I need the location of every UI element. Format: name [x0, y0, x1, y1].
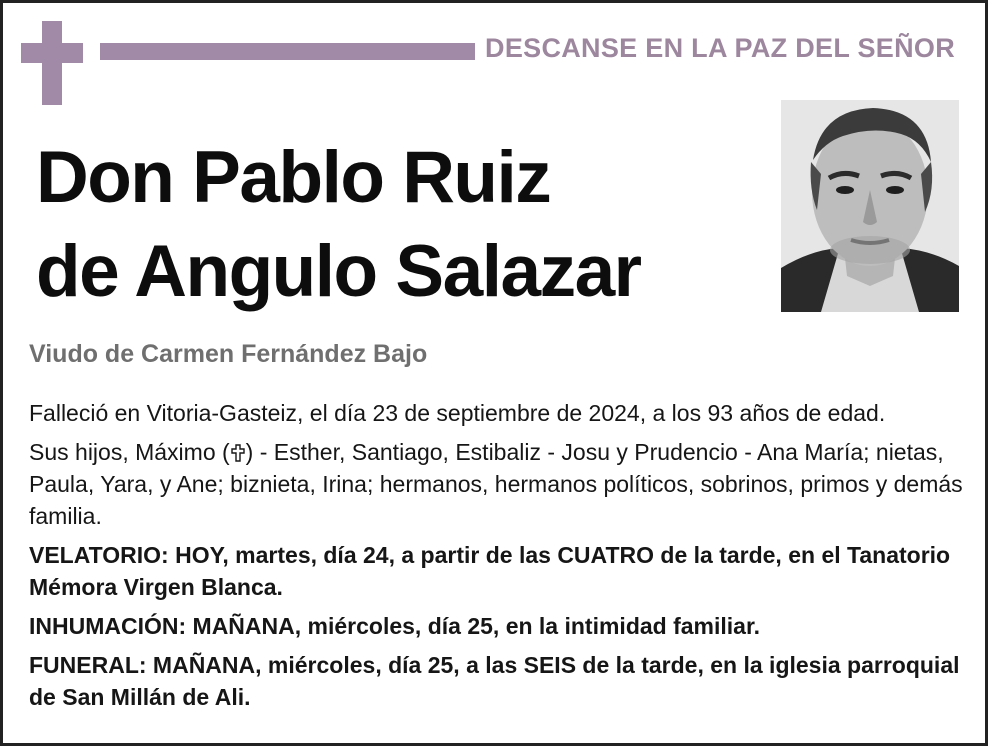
spouse-subtitle: Viudo de Carmen Fernández Bajo	[29, 340, 428, 368]
burial-details: INHUMACIÓN: MAÑANA, miércoles, día 25, en la intimidad familiar.	[29, 613, 761, 639]
header-title: DESCANSE EN LA PAZ DEL SEÑOR	[485, 33, 955, 63]
death-statement: Falleció en Vitoria-Gasteiz, el día 23 de septiembre de 2024, a los 93 años de edad.	[29, 400, 886, 426]
deceased-name-line1: Don Pablo Ruiz	[36, 137, 551, 218]
funeral-details: FUNERAL: MAÑANA, miércoles, día 25, a las SEIS de la tarde, en la iglesia parroquial de San Millán de Ali.	[29, 652, 960, 710]
deceased-cross-icon	[230, 444, 246, 462]
family-list-rest: ) - Esther, Santiago, Estibaliz - Josu y Prudencio - Ana María; nietas, Paula, Yara, y Ane; biznieta, Irina; hermanos, hermanos políticos, sobrinos, primos y demás familia.	[29, 439, 963, 529]
cross-icon	[21, 21, 83, 105]
wake-details: VELATORIO: HOY, martes, día 24, a partir de las CUATRO de la tarde, en el Tanatorio Mémora Virgen Blanca.	[29, 542, 951, 600]
header-divider-bar	[100, 43, 475, 60]
deceased-name	[36, 131, 756, 319]
portrait-photo	[781, 100, 959, 312]
family-list-start: Sus hijos, Máximo (	[29, 439, 230, 465]
deceased-name-line2: de Angulo Salazar	[36, 231, 641, 312]
portrait-photo-drawing	[781, 100, 959, 312]
family-list	[29, 436, 964, 532]
notice-body	[29, 397, 964, 720]
